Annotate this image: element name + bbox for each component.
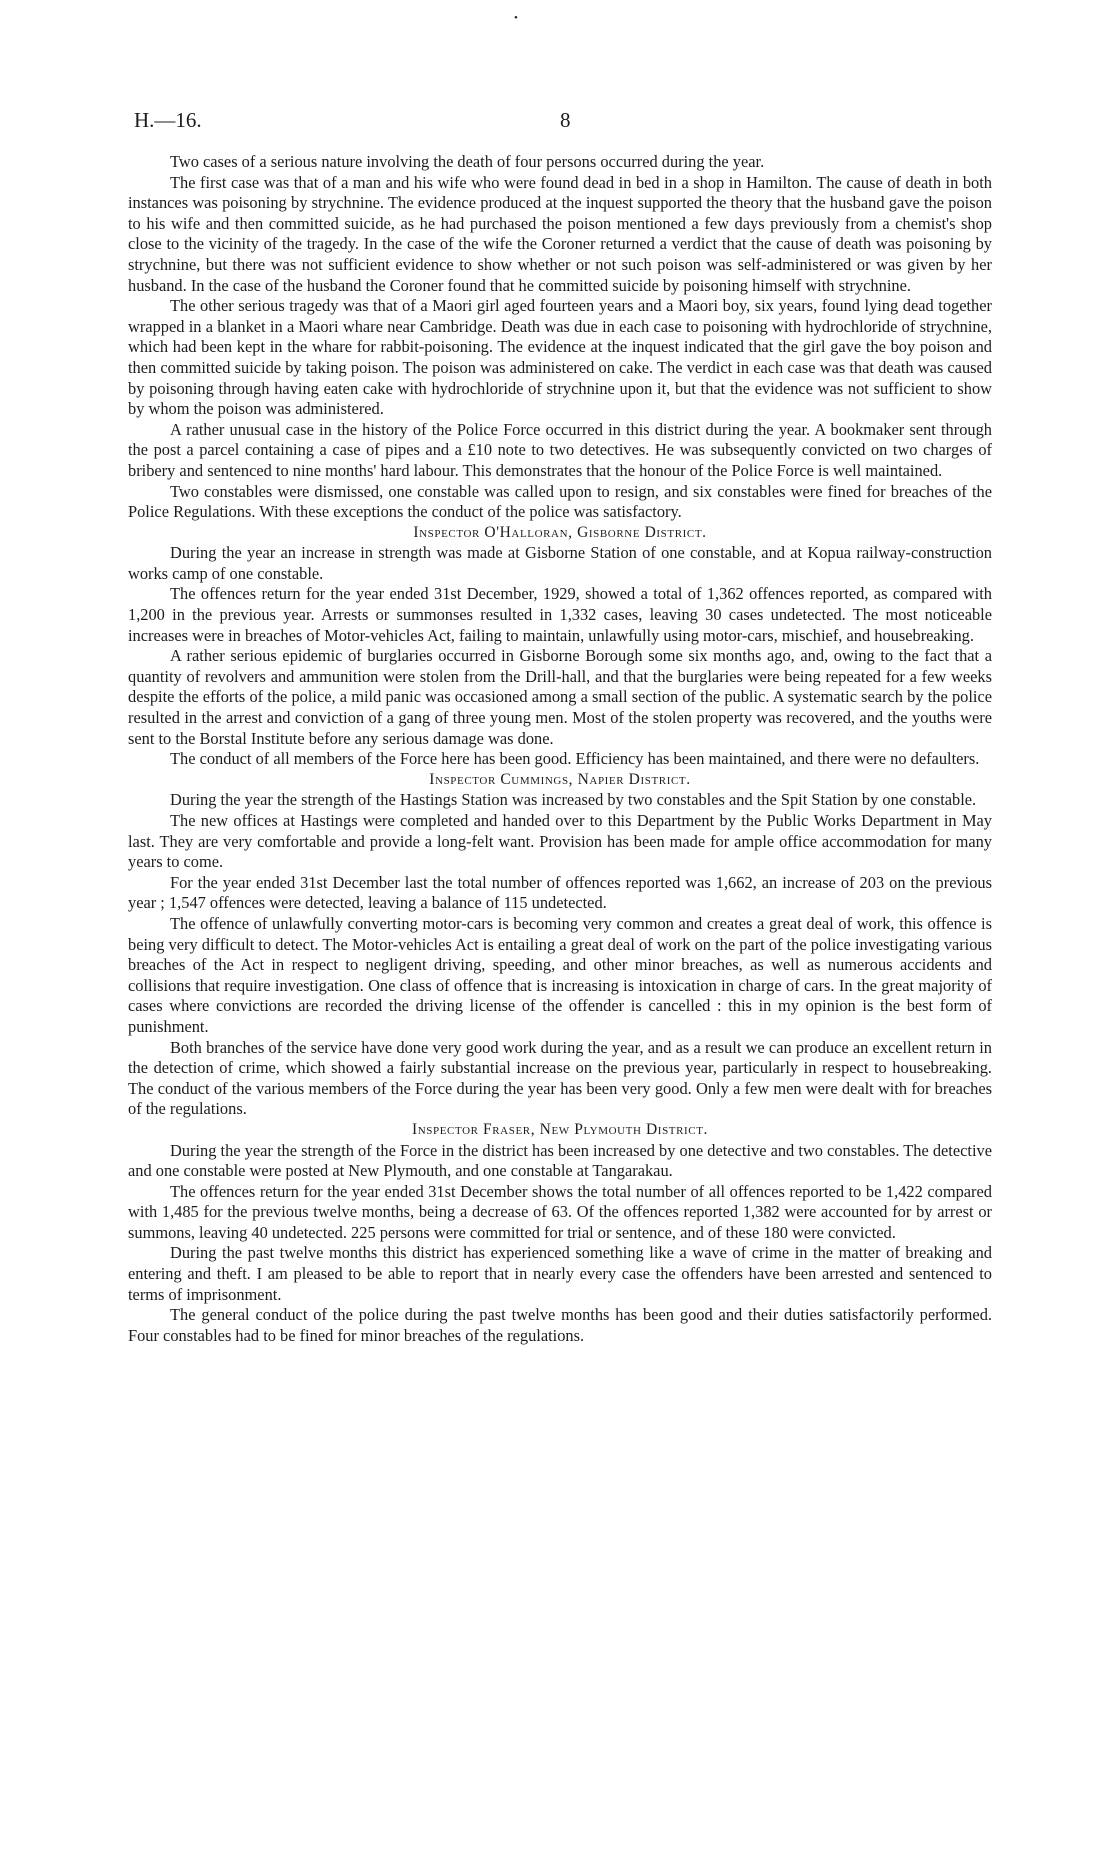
report-code: H.—16. [134, 108, 202, 132]
paragraph: A rather unusual case in the history of the Police Force occurred in this district during the year. A bookmaker sent through the post a parcel containing a case of pipes and a £10 note to two detectives. He was subsequently convicted on two charges of bribery and sentenced to nine months' hard labour. This demonstrates that the honour of the Police Force is well maintained. [128, 419, 992, 480]
paragraph: During the year the strength of the Hastings Station was increased by two constables and the Spit Station by one constable. [170, 790, 977, 810]
paragraph: The new offices at Hastings were completed and handed over to this Department by the Public Works Department in May last. They are very comfortable and provide a long-felt want. Provision has been made for ample office accommodation for many years to come. [128, 811, 992, 872]
paragraph: Two cases of a serious nature involving the death of four persons occurred during the year. [170, 152, 765, 171]
paragraph: During the past twelve months this district has experienced something like a wave of crime in the matter of breaking and entering and theft. I am pleased to be able to report that in nearly every case the offenders have been arrested and sentenced to terms of imprisonment. [128, 1243, 992, 1304]
section-heading-napier: Inspector Cummings, Napier District. [429, 770, 691, 788]
paragraph: The first case was that of a man and his wife who were found dead in bed in a shop in Hamilton. The cause of death in both instances was poisoning by strychnine. The evidence produced at the inquest supported the theory that the husband gave the poison to his wife and then committed suicide, as he had purchased the poison mentioned a few days previously from a chemist's shop close to the vicinity of the tragedy. In the case of the wife the Coroner returned a verdict that the cause of death was poisoning by strychnine, but there was not sufficient evidence to show whether or not such poison was self-administered or was given by her husband. In the case of the husband the Coroner found that he committed suicide by poisoning himself with strychnine. [128, 172, 992, 295]
paragraph: For the year ended 31st December last the total number of offences reported was 1,662, an increase of 203 on the previous year ; 1,547 offences were detected, leaving a balance of 115 undetected. [128, 872, 992, 913]
paragraph: During the year the strength of the Force in the district has been increased by one detective and two constables. The detective and one constable were posted at New Plymouth, and one constable at Tangarakau. [128, 1140, 992, 1181]
page-mark: • [514, 12, 518, 24]
paragraph: The general conduct of the police during the past twelve months has been good and their duties satisfactorily performed. Four constables had to be fined for minor breaches of the regulations. [128, 1305, 992, 1345]
paragraph: The conduct of all members of the Force here has been good. Efficiency has been maintained, and there were no defaulters. [170, 749, 980, 769]
report-body [128, 152, 992, 1346]
paragraph: A rather serious epidemic of burglaries occurred in Gisborne Borough some six months ago, and, owing to the fact that a quantity of revolvers and ammunition were stolen from the Drill-hall, and that the burglaries were being repeated for a few weeks despite the efforts of the police, a mild panic was occasioned among a small section of the public. A systematic search by the police resulted in the arrest and conviction of a gang of three young men. Most of the stolen property was recovered, and the youths were sent to the Borstal Institute before any serious damage was done. [128, 646, 992, 748]
paragraph: During the year an increase in strength was made at Gisborne Station of one constable, and at Kopua railway-construction works camp of one constable. [128, 543, 992, 583]
paragraph: Both branches of the service have done very good work during the year, and as a result we can produce an excellent return in the detection of crime, which showed a fairly substantial increase on the previous year, particularly in respect to housebreaking. The conduct of the various members of the Force during the year has been very good. Only a few men were dealt with for breaches of the regulations. [128, 1037, 992, 1119]
paragraph: Two constables were dismissed, one constable was called upon to resign, and six constables were fined for breaches of the Police Regulations. With these exceptions the conduct of the police was satisfactory. [128, 481, 992, 522]
paragraph: The other serious tragedy was that of a Maori girl aged fourteen years and a Maori boy, six years, found lying dead together wrapped in a blanket in a Maori whare near Cambridge. Death was due in each case to poisoning with hydrochloride of strychnine, which had been kept in the whare for rabbit-poisoning. The evidence at the inquest indicated that the girl gave the boy poison and then committed suicide by taking poison. The poison was administered on cake. The verdict in each case was that death was caused by poisoning through having eaten cake with hydrochloride of strychnine upon it, but that the evidence was not sufficient to show by whom the poison was administered. [128, 296, 992, 419]
section-heading-gisborne: Inspector O'Halloran, Gisborne District. [413, 523, 707, 541]
paragraph: The offences return for the year ended 31st December shows the total number of all offences reported to be 1,422 compared with 1,485 for the previous twelve months, being a decrease of 63. Of the offences reported 1,382 were accounted for by arrest or summons, leaving 40 undetected. 225 persons were committed for trial or sentence, and of these 180 were convicted. [128, 1181, 992, 1242]
section-heading-new-plymouth: Inspector Fraser, New Plymouth District. [411, 1120, 709, 1138]
paragraph: The offence of unlawfully converting motor-cars is becoming very common and creates a great deal of work, this offence is being very difficult to detect. The Motor-vehicles Act is entailing a great deal of work on the part of the police investigating various breaches of the Act in respect to negligent driving, speeding, and other minor breaches, as well as numerous accidents and collisions that require investigation. One class of offence that is increasing is intoxication in charge of cars. In the great majority of cases where convictions are recorded the driving license of the offender is cancelled : this in my opinion is the best form of punishment. [128, 913, 992, 1036]
paragraph: The offences return for the year ended 31st December, 1929, showed a total of 1,362 offences reported, as compared with 1,200 in the previous year. Arrests or summonses resulted in 1,332 cases, leaving 30 cases undetected. The most noticeable increases were in breaches of Motor-vehicles Act, failing to maintain, unlawfully using motor-cars, mischief, and housebreaking. [128, 584, 992, 645]
page-number: 8 [560, 108, 571, 132]
